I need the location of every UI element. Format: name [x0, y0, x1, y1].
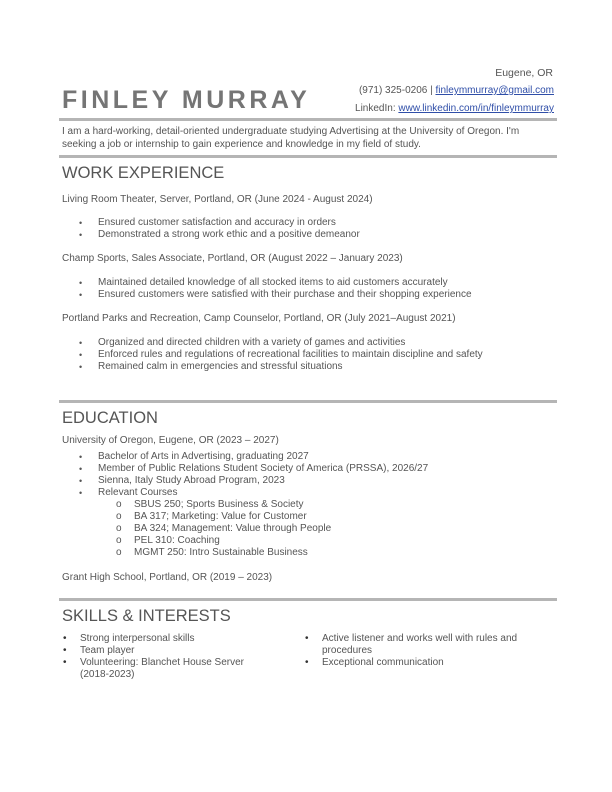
list-item: • Demonstrated a strong work ethic and a positive demeanor — [79, 229, 360, 240]
skills-right — [305, 633, 537, 669]
job-heading: Champ Sports, Sales Associate, Portland, OR (August 2022 – January 2023) — [62, 253, 403, 264]
section-title-education: EDUCATION — [62, 409, 158, 427]
list-item: • Volunteering: Blanchet House Server (2018-2023) — [63, 657, 244, 680]
job-heading: Portland Parks and Recreation, Camp Counselor, Portland, OR (July 2021–August 2021) — [62, 313, 456, 324]
list-item: • Relevant Courses — [79, 487, 178, 498]
sub-bullet-icon: o — [116, 535, 122, 546]
candidate-name: FINLEY MURRAY — [62, 86, 311, 114]
bullet-icon: • — [79, 278, 83, 288]
list-item: • Ensured customers were satisfied with their purchase and their shopping experience — [79, 289, 472, 300]
list-item: o PEL 310: Coaching — [116, 535, 220, 546]
bullet-icon: • — [79, 362, 83, 372]
list-item: • Maintained detailed knowledge of all stocked items to aid customers accurately — [79, 277, 448, 288]
list-item: • Bachelor of Arts in Advertising, graduating 2027 — [79, 451, 309, 462]
contact-phone-email — [359, 85, 554, 96]
sub-bullet-icon: o — [116, 523, 122, 534]
bullet-icon: • — [79, 218, 83, 228]
list-item: • Organized and directed children with a variety of games and activities — [79, 337, 406, 348]
list-item: o SBUS 250; Sports Business & Society — [116, 499, 304, 510]
bullet-icon: • — [63, 633, 67, 644]
divider — [59, 155, 557, 158]
bullet-icon: • — [79, 488, 83, 498]
divider — [59, 598, 557, 601]
bullet-icon: • — [63, 645, 67, 656]
bullet-icon: • — [79, 290, 83, 300]
education-bullets — [62, 451, 428, 499]
bullet-icon: • — [79, 350, 83, 360]
job-bullets — [62, 277, 472, 301]
school-heading: University of Oregon, Eugene, OR (2023 – 2027) — [62, 435, 279, 446]
list-item: • Active listener and works well with rules and procedures — [305, 633, 518, 656]
skills-left — [63, 633, 263, 681]
list-item: o BA 317; Marketing: Value for Customer — [116, 511, 307, 522]
list-item: • Exceptional communication — [305, 657, 444, 668]
job-heading: Living Room Theater, Server, Portland, OR (June 2024 - August 2024) — [62, 194, 373, 205]
bullet-icon: • — [79, 338, 83, 348]
linkedin-link[interactable]: www.linkedin.com/in/finleymmurray — [398, 103, 554, 114]
sub-bullet-icon: o — [116, 547, 122, 558]
school-heading: Grant High School, Portland, OR (2019 – 2023) — [62, 572, 273, 583]
bullet-icon: • — [79, 476, 83, 486]
linkedin-label: LinkedIn: — [355, 103, 396, 114]
course-list — [116, 499, 331, 559]
list-item: • Member of Public Relations Student Society of America (PRSSA), 2026/27 — [79, 463, 429, 474]
bullet-icon: • — [79, 464, 83, 474]
location: Eugene, OR — [495, 67, 553, 79]
email-link[interactable]: finleymmurray@gmail.com — [435, 85, 554, 96]
bullet-icon: • — [305, 657, 309, 668]
sub-bullet-icon: o — [116, 499, 122, 510]
section-title-work: WORK EXPERIENCE — [62, 164, 225, 182]
divider — [59, 400, 557, 403]
list-item: • Strong interpersonal skills — [63, 633, 195, 644]
bullet-icon: • — [79, 452, 83, 462]
section-title-skills: SKILLS & INTERESTS — [62, 607, 231, 625]
list-item: • Enforced rules and regulations of recreational facilities to maintain discipline and safety — [79, 349, 483, 360]
list-item: • Sienna, Italy Study Abroad Program, 2023 — [79, 475, 285, 486]
job-bullets — [62, 337, 483, 373]
bullet-icon: • — [305, 633, 309, 644]
divider — [59, 118, 557, 121]
list-item: o MGMT 250: Intro Sustainable Business — [116, 547, 308, 558]
list-item: • Team player — [63, 645, 135, 656]
job-bullets — [62, 217, 360, 241]
sub-bullet-icon: o — [116, 511, 122, 522]
phone: (971) 325-0206 | — [358, 85, 433, 96]
bullet-icon: • — [79, 230, 83, 240]
contact-linkedin — [355, 103, 554, 114]
summary: I am a hard-working, detail-oriented undergraduate studying Advertising at the University of Oregon. I'm seeking a job or internship to gain experience and knowledge in my field of study. — [62, 126, 520, 150]
list-item: • Remained calm in emergencies and stressful situations — [79, 361, 343, 372]
list-item: o BA 324; Management: Value through People — [116, 523, 332, 534]
bullet-icon: • — [63, 657, 67, 668]
list-item: • Ensured customer satisfaction and accuracy in orders — [79, 217, 336, 228]
